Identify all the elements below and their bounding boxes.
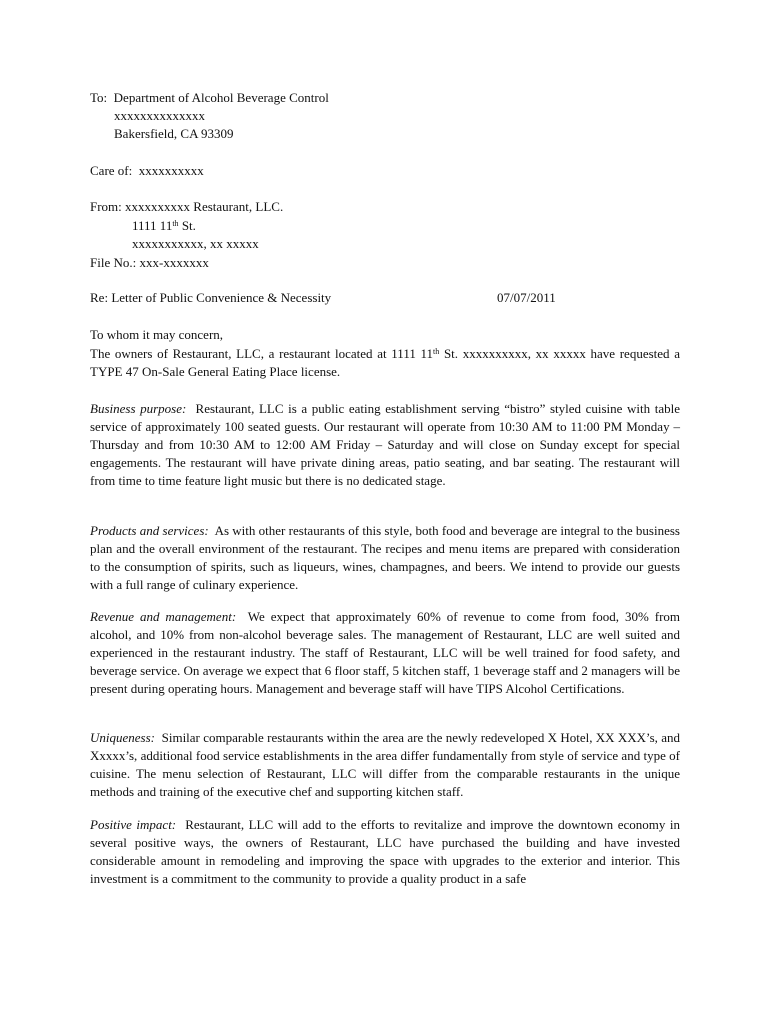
revenue-management-text: We expect that approximately 60% of revenue to come from food, 30% from alcohol, and 10% from non-alcohol beverage sales. The management of Restaurant, LLC are well suited and experienced in the restaurant industry. The staff of Restaurant, LLC will be well trained for food safety, and beverage service. On average we expect that 6 floor staff, 5 kitchen staff, 1 beverage staff and 2 managers will be present during operating hours. Management and beverage staff will have TIPS Alcohol Certifications. xyxy=(90,609,681,696)
from-street-suffix: St. xyxy=(178,218,196,233)
care-of-line xyxy=(90,163,204,179)
positive-impact-label: Positive impact: xyxy=(90,817,177,832)
uniqueness-text: Similar comparable restaurants within the area are the newly redeveloped X Hotel, XX XXX’s, and Xxxxx’s, additional food service establishments in the area differ fundamentally from style of service and type of cuisine. The menu selection of Restaurant, LLC will differ from the comparable restaurants in the unique methods and training of the executive chef and supporting kitchen staff. xyxy=(90,730,680,799)
uniqueness-label: Uniqueness: xyxy=(90,730,155,745)
from-street xyxy=(132,218,196,234)
intro-ordinal: th xyxy=(433,347,440,356)
from-label: From: xyxy=(90,199,122,214)
re-label: Re: xyxy=(90,290,109,305)
revenue-management-paragraph xyxy=(90,608,680,698)
from-city: xxxxxxxxxxx, xx xxxxx xyxy=(132,236,259,251)
from-company: xxxxxxxxxx Restaurant, LLC. xyxy=(125,199,284,214)
file-label: File No.: xyxy=(90,255,137,270)
care-of-label: Care of: xyxy=(90,163,133,178)
from-street-number: 1111 11 xyxy=(132,218,173,233)
intro-text-start: The owners of Restaurant, LLC, a restaurant located at 1111 11 xyxy=(90,346,434,361)
positive-impact-paragraph xyxy=(90,816,680,888)
to-label: To: xyxy=(90,90,108,105)
business-purpose-text: Restaurant, LLC is a public eating establishment serving “bistro” styled cuisine with table service of approximately 100 seated guests. Our restaurant will operate from 10:30 AM to 11:00 PM Monday – Thursday and from 10:30 AM to 12:00 AM Friday – Saturday and will close on Sunday except for special engagements. The restaurant will have private dining areas, patio seating, and bar seating. The restaurant will from time to time feature light music but there is no dedicated stage. xyxy=(90,401,680,488)
from-line xyxy=(90,199,283,215)
from-street-ordinal: th xyxy=(172,219,179,228)
positive-impact-text: Restaurant, LLC will add to the efforts to revitalize and improve the downtown economy in several positive ways, the owners of Restaurant, LLC have purchased the building and have invested considerable amount in remodeling and improving the space with upgrades to the exterior and interior. This investment is a commitment to the community to provide a quality product in a safe xyxy=(90,817,681,886)
products-services-label: Products and services: xyxy=(90,523,209,538)
to-line xyxy=(90,90,329,106)
file-number-line xyxy=(90,255,209,271)
to-address-line2: Bakersfield, CA 93309 xyxy=(114,126,234,141)
to-department: Department of Alcohol Beverage Control xyxy=(113,90,329,105)
uniqueness-paragraph xyxy=(90,729,680,801)
file-value: xxx-xxxxxxx xyxy=(139,255,209,270)
products-services-paragraph xyxy=(90,522,680,594)
revenue-management-label: Revenue and management: xyxy=(90,609,237,624)
salutation: To whom it may concern, xyxy=(90,327,224,342)
letter-date: 07/07/2011 xyxy=(497,290,556,305)
business-purpose-paragraph xyxy=(90,400,680,490)
products-services-text: As with other restaurants of this style, both food and beverage are integral to the business plan and the overall environment of the restaurant. The recipes and menu items are prepared with consideration to the consumption of spirits, such as liqueurs, wines, champagnes, and beers. We intend to provide our guests with a full range of culinary experience. xyxy=(90,523,680,592)
business-purpose-label: Business purpose: xyxy=(90,401,187,416)
care-of-value: xxxxxxxxxx xyxy=(138,163,204,178)
intro-text-end: St. xxxxxxxxxx, xx xxxxx have requested a TYPE 47 On-Sale General Eating Place license. xyxy=(90,346,680,379)
re-subject: Letter of Public Convenience & Necessity xyxy=(111,290,332,305)
intro-paragraph xyxy=(90,345,680,381)
re-line xyxy=(90,290,680,306)
to-address-line1: xxxxxxxxxxxxxx xyxy=(114,108,205,123)
